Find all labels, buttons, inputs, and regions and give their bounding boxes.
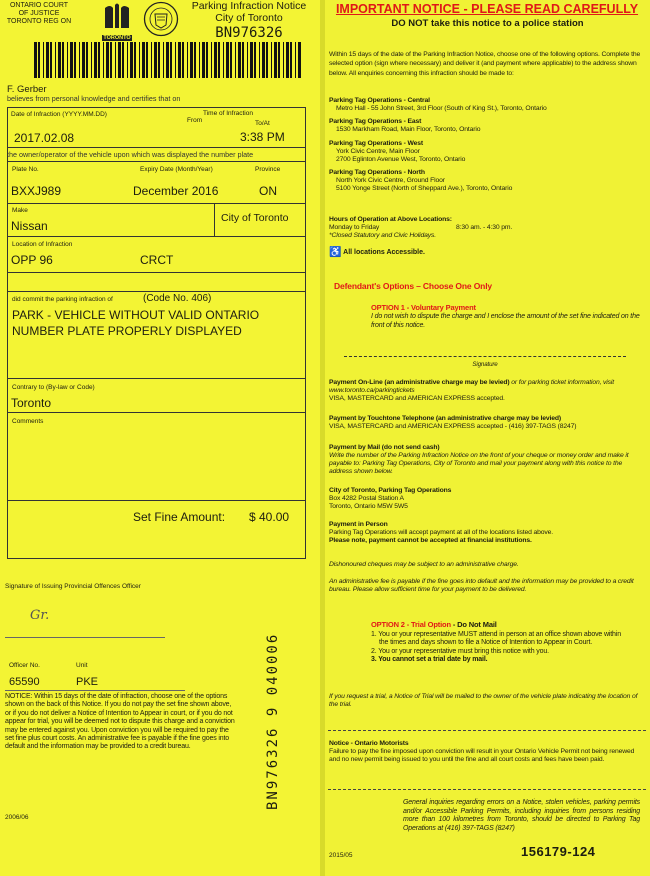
options-title: Defendant's Options – Choose One Only bbox=[334, 281, 492, 291]
location-street: CRCT bbox=[140, 253, 174, 267]
officer-no-label: Officer No. bbox=[9, 662, 40, 669]
location-value: OPP 96 bbox=[11, 253, 53, 267]
court-name: ONTARIO COURT OF JUSTICE TORONTO REG ON bbox=[6, 2, 72, 26]
option2-title: OPTION 2 - Trial Option - Do Not Mail bbox=[371, 620, 497, 629]
notice-title: Parking Infraction Notice bbox=[191, 0, 307, 12]
set-fine-label: Set Fine Amount: bbox=[133, 510, 226, 524]
set-fine-value: $ 40.00 bbox=[249, 510, 290, 524]
plate-value: BXXJ989 bbox=[11, 184, 62, 198]
ticket-back bbox=[325, 0, 650, 876]
wheelchair-icon: ♿ bbox=[329, 247, 342, 258]
from-label: From bbox=[187, 117, 203, 124]
toronto-logo: TORONTO bbox=[102, 2, 132, 38]
general-inquiries: General inquiries regarding errors on a Notice, stolen vehicles, parking permits and/or Accessible Parking Permits, including inquiries from persons residing more than 100 kilometres from Toronto, should be directed to Parking Tag Operations at (416) 397-TAGS (8247) bbox=[403, 799, 640, 832]
option2-item: 1. You or your representative MUST attend in person at an office shown above within the times and days shown to file a Notice of Intention to Appear in Court. bbox=[371, 631, 621, 647]
unit: PKE bbox=[76, 676, 99, 688]
unit-label: Unit bbox=[76, 662, 88, 669]
offence-line2: NUMBER PLATE PROPERLY DISPLAYED bbox=[12, 324, 242, 338]
trial-note: If you request a trial, a Notice of Trial will be mailed to the owner of the vehicle plate indicating the location of the trial. bbox=[329, 693, 638, 709]
hours-block: Hours of Operation at Above Locations: Monday to Friday 8:30 am. - 4:30 pm. *Closed Statutory and Civic Holidays. bbox=[329, 216, 513, 240]
office-item: Parking Tag Operations - West York Civic Centre, Main Floor 2700 Eglinton Avenue West, Toronto, Ontario bbox=[329, 139, 466, 163]
intro-text: Within 15 days of the date of the Parking Infraction Notice, choose one of the following options. Complete the selected option (sign where necessary) and deliver it (and payment where applicable) to the address shown below. All enquiries concerning this infraction should be made to: bbox=[329, 51, 641, 77]
comments-label: Comments bbox=[12, 418, 44, 425]
important-header: IMPORTANT NOTICE - PLEASE READ CAREFULLY bbox=[335, 2, 639, 16]
police-warning: DO NOT take this notice to a police station bbox=[391, 18, 584, 29]
payment-online: Payment On-Line (an administrative charge may be levied) or for parking ticket information, visit www.toronto.ca/parkingtickets VISA, MASTERCARD and AMERICAN EXPRESS accepted. bbox=[329, 379, 615, 403]
location-label: Location of Infraction bbox=[12, 241, 73, 248]
expiry-label: Expiry Date (Month/Year) bbox=[140, 166, 213, 173]
form-number: 156179-124 bbox=[521, 844, 596, 859]
accessible-line: ♿ All locations Accessible. bbox=[329, 247, 425, 258]
mail-address: City of Toronto, Parking Tag Operations Box 4282 Postal Station A Toronto, Ontario M5W 5W5 bbox=[329, 487, 452, 511]
payment-mail: Payment by Mail (do not send cash) Write the number of the Parking Infraction Notice on the front of your cheque or money order and make it payable to: Parking Tag Operations, City of Toronto and mail your payment along with this notice to the address shown below. bbox=[329, 444, 629, 476]
certifies-text: believes from personal knowledge and certifies that on bbox=[7, 94, 181, 103]
to-label: To/At bbox=[255, 120, 270, 127]
province-value: ON bbox=[259, 184, 277, 198]
signature-label: Signature of Issuing Provincial Offences Officer bbox=[5, 583, 141, 590]
option2-item: 3. You cannot set a trial date by mail. bbox=[371, 656, 488, 664]
contrary-label: Contrary to (By-law or Code) bbox=[12, 384, 95, 391]
officer-name: F. Gerber bbox=[7, 84, 47, 95]
option1-signature-label: Signature bbox=[472, 361, 498, 368]
officer-signature: Gr. bbox=[30, 608, 50, 623]
time-label: Time of Infraction bbox=[203, 110, 253, 117]
offence-label: did commit the parking infraction of bbox=[12, 296, 113, 303]
date-label: Date of Infraction (YYYY.MM.DD) bbox=[11, 111, 107, 118]
ticket-barcode bbox=[34, 42, 304, 78]
province-label: Province bbox=[255, 166, 281, 173]
form-date: 2015/05 bbox=[329, 852, 353, 859]
notice-text: NOTICE: Within 15 days of the date of infraction, choose one of the options shown on the back of this Notice. If you do not pay the set fine shown above, or if you do not deliver a Notice of Intention to Appear in court, or if you do not appear for trial, you will be deemed not to dispute this charge and a conviction may be entered against you. Upon conviction you will be required to pay the set fine plus court costs. An administrative fee is payable if the fine goes into default and the information may be provided to a credit bureau. bbox=[5, 693, 235, 751]
ticket-front: ONTARIO COURT OF JUSTICE TORONTO REG ON TORONTO Parking Infraction Notice City of Toronto BN976326 F. Gerber believes from personal knowledge and certifies that on Date of Infraction (YYYY.MM.DD) Time of Infraction From To/At 2017.02.08 3:38 PM the owner/operator of the vehicle upon which was displayed the number plate Plate No. Expiry Date (Month/Year) Province BXXJ989 December 2016 ON Make Nissan City of Toronto Location of Infraction OPP 96 CRCT did commit the parking infraction of (Code No. 406) PARK - VEHICLE WITHOUT VALID ONTARIO NUMBER PLATE PROPERLY DISPLAYED Contrary to (By-law or Code) Toronto Comments Set Fine Amount: $ 40.00 Signature of Issuing Provincial Offences Officer Gr. Officer No. Unit 65590 PKE NOTICE: Within 15 days of the date of infraction, choose one of the options shown on the back of this Notice. If you do not pay the set fine shown above, or if you do not deliver a Notice of Intention to Appear in court, or if you do not appear for trial, you will be deemed not to dispute this charge and a conviction may be entered against you. Upon conviction you will be required to pay the set fine plus court costs. An administrative fee is payable if the fine goes into default and the information may be provided to a credit bureau. BN976326 9 040006 2006/06 bbox=[0, 0, 320, 876]
offence-line1: PARK - VEHICLE WITHOUT VALID ONTARIO bbox=[12, 308, 260, 322]
municipality-value: City of Toronto bbox=[221, 212, 289, 224]
form-code: 2006/06 bbox=[5, 814, 29, 821]
ticket-number: BN976326 bbox=[215, 25, 283, 41]
option1-title: OPTION 1 - Voluntary Payment bbox=[371, 303, 476, 312]
office-item: Parking Tag Operations - North North York Civic Centre, Ground Floor 5100 Yonge Street (North of Sheppard Ave.), Toronto, Ontario bbox=[329, 169, 513, 193]
option2-item: 2. You or your representative must bring this notice with you. bbox=[371, 647, 549, 655]
make-value: Nissan bbox=[11, 219, 48, 233]
payment-person: Payment in Person Parking Tag Operations will accept payment at all of the locations listed above. Please note, payment cannot be accepted at financial institutions. bbox=[329, 521, 554, 545]
plate-label: Plate No. bbox=[12, 166, 39, 173]
officer-no: 65590 bbox=[9, 676, 40, 688]
office-item: Parking Tag Operations - Central Metro Hall - 55 John Street, 3rd Floor (South of King St.), Toronto, Ontario bbox=[329, 97, 547, 113]
office-list bbox=[329, 97, 645, 199]
offence-code: (Code No. 406) bbox=[143, 293, 212, 304]
payment-phone: Payment by Touchtone Telephone (an administrative charge may be levied) VISA, MASTERCARD and AMERICAN EXPRESS accepted - (416) 397-TAGS (8247) bbox=[329, 415, 577, 431]
motorists-notice: Notice - Ontario Motorists Failure to pay the fine imposed upon conviction will result in your Ontario Vehicle Permit not being renewed and no new permit being issued to you until the fine and all court costs and fees have been paid. bbox=[329, 740, 635, 764]
date-value: 2017.02.08 bbox=[14, 131, 75, 145]
time-value: 3:38 PM bbox=[240, 130, 285, 144]
option2-items bbox=[371, 631, 629, 665]
expiry-value: December 2016 bbox=[133, 184, 219, 198]
option1-text: I do not wish to dispute the charge and I enclose the amount of the set fine indicated on the front of this notice. bbox=[371, 313, 640, 329]
office-item: Parking Tag Operations - East 1530 Markham Road, Main Floor, Toronto, Ontario bbox=[329, 118, 481, 134]
city-name: City of Toronto bbox=[215, 12, 283, 24]
admin-fee-text: An administrative fee is payable if the fine goes into default and the information may be provided to a credit bureau. Please allow sufficient time for your payment to be delivered. bbox=[329, 578, 634, 594]
contrary-value: Toronto bbox=[11, 396, 52, 410]
owner-text: the owner/operator of the vehicle upon which was displayed the number plate bbox=[7, 150, 254, 159]
make-label: Make bbox=[12, 207, 28, 214]
city-seal bbox=[143, 1, 179, 37]
dishonoured-text: Dishonoured cheques may be subject to an administrative charge. bbox=[329, 561, 519, 568]
